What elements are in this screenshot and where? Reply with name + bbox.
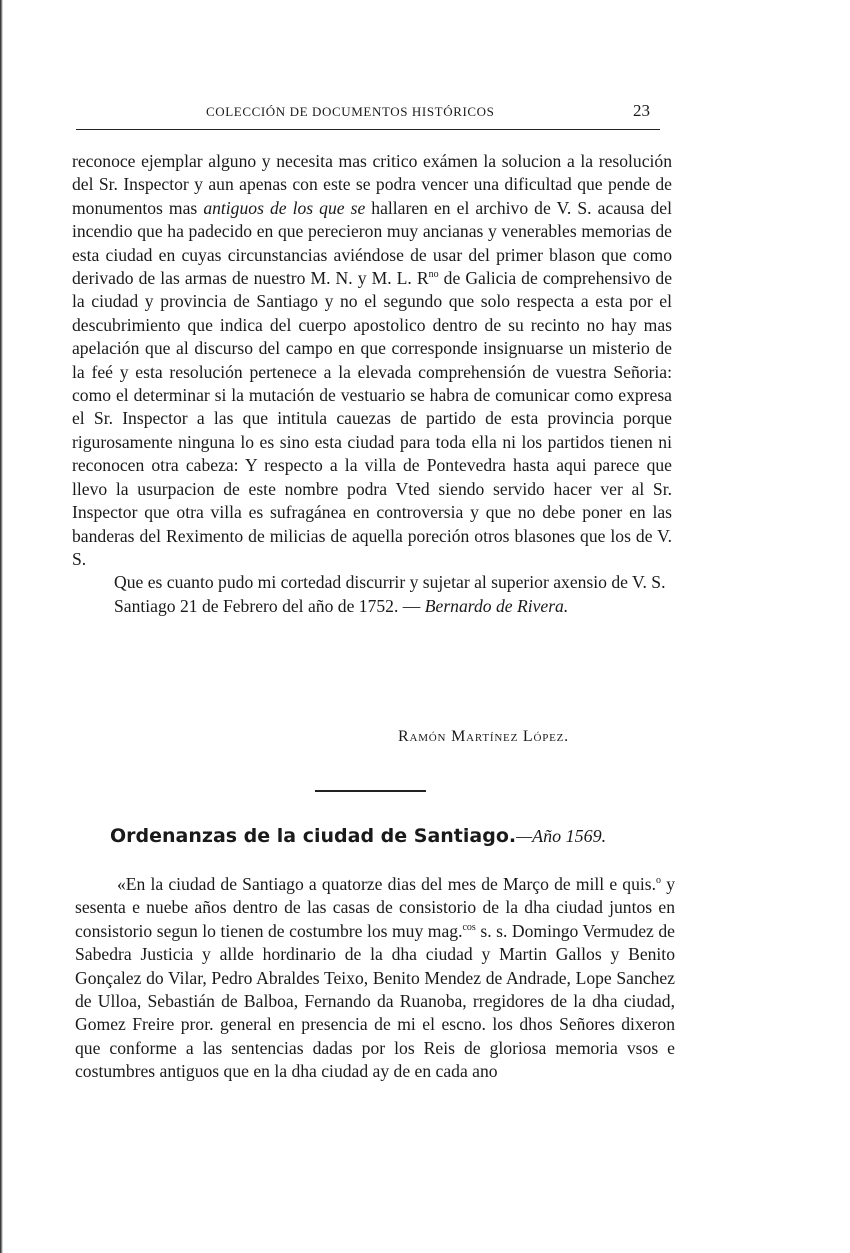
letter-text: hallaren en el archivo de V. S. acausa del incendio que ha padecido en que perecieron muy ancianas y venerables memorias de esta ciudad en cuyas circunstancias aviéndose de usar del primer blason que como derivado de las armas de nuestro M. N. y M. L. R: [72, 197, 672, 289]
date-text: Santiago 21 de Febrero del año de 1752. —: [114, 595, 425, 616]
page-number: 23: [633, 101, 650, 120]
letter-text: reconoce ejemplar alguno y necesita mas critico exámen la solucion a la resolución del Sr. Inspector y aun apenas con este se podra vencer una dificultad que pende de monumentos mas: [72, 151, 672, 218]
letter-italic-phrase: antiguos de los que se: [203, 197, 366, 218]
letter-text: de Galicia de comprehensivo de la ciudad y provincia de Santiago y no el segundo que solo respecta a esta por el descubrimiento que indica del cuerpo apostolico dentro de su recinto no hay mas apelación que al discurso del campo en que corresponde insignuarse un misterio de la feé y esta resolución pertenece a la elevada comprehensión de vuestra Señoria: como el determinar si la mutación de vestuario se habra de comunicar como expresa el Sr. Inspector a las que intitula cauezas de partido de esta provincia porque rigurosamente ninguna lo es sino esta ciudad para toda ella ni los partidos tienen ni reconocen otra cabeza: Y respecto a la villa de Pontevedra hasta aqui parece que llevo la usurpacion de este nombre podra Vted siendo servido hacer ver al Sr. Inspector que otra villa es sufragánea en controversia y que no debe poner en las banderas del Reximento de milicias de aquella poreción otros blasones que los de V. S.: [72, 268, 672, 569]
section-year: —Año 1569.: [516, 826, 607, 846]
section-heading: [110, 825, 670, 847]
header-rule: [76, 129, 660, 130]
ordinance-body: [75, 873, 675, 1084]
ordinance-text: s. s. Domingo Vermudez de Sabedra Justicia y allde hordinario de la dha ciudad y Martin Gallos y Benito Gonçalez do Vilar, Pedro Abraldes Teixo, Benito Mendez de Andrade, Lope Sanchez de Ulloa, Sebastián de Balboa, Fernando da Ruanoba, rregidores de la dha ciudad, Gomez Freire pror. general en presencia de mi el escno. los dhos Señores dixeron que conforme a las sentencias dadas por los Reis de gloriosa memoria vsos e costumbres antiguos que en la dha ciudad ay de en cada ano: [75, 920, 675, 1082]
letter-paragraph-2: Que es cuanto pudo mi cortedad discurrir y sujetar al superior axensio de V. S.: [114, 572, 666, 593]
superscript: cos: [462, 921, 476, 933]
ordinance-text: «En la ciudad de Santiago a quatorze dias del mes de Março de mill e quis.: [117, 874, 657, 894]
section-title: Ordenanzas de la ciudad de Santiago.: [110, 825, 517, 847]
letter-paragraph-1: [72, 150, 672, 571]
ordinance-paragraph: [75, 873, 675, 1084]
author-signature: Ramón Martínez López.: [398, 728, 569, 745]
ordinance-text: y sesenta e nuebe años dentro de las casas de consistorio de la dha ciudad juntos en consistorio segun lo tienen de costumbre los muy mag.: [75, 874, 675, 941]
header-title: COLECCIÓN DE DOCUMENTOS HISTÓRICOS: [206, 104, 495, 119]
superscript: o: [656, 875, 662, 887]
page-binding-edge: [0, 0, 3, 1253]
letter-signatory: Bernardo de Rivera.: [424, 595, 569, 616]
superscript: no: [428, 269, 439, 281]
letter-date-line: [72, 595, 672, 618]
running-header: [76, 101, 660, 124]
letter-body: [72, 150, 672, 618]
section-divider: [315, 790, 426, 792]
